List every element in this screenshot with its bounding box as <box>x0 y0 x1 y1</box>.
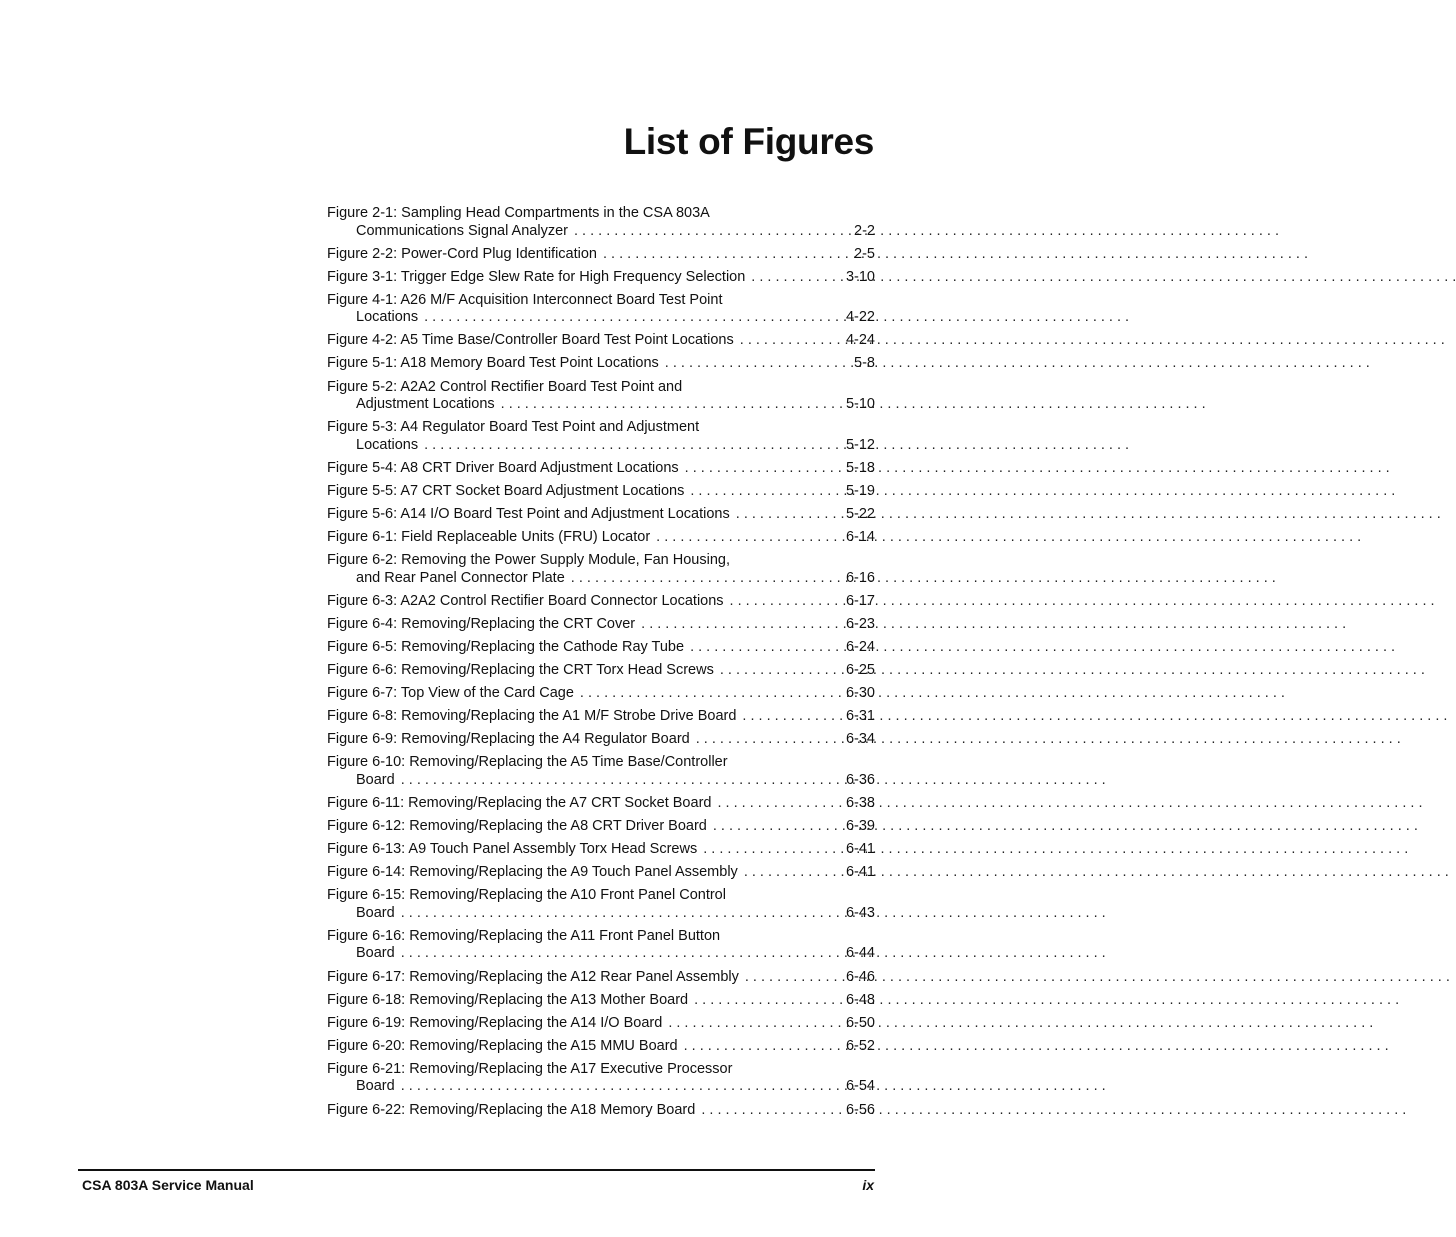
dot-leader <box>597 246 811 264</box>
figure-page-number: 6-46 <box>845 968 875 985</box>
dot-leader <box>568 223 811 241</box>
dot-leader <box>662 1015 811 1033</box>
figure-entry[interactable] <box>327 731 875 749</box>
figure-page-number: 6-24 <box>845 638 875 655</box>
figure-entry-title: Figure 2-2: Power-Cord Plug Identification <box>327 245 597 262</box>
figure-entry-title-line2: Locations <box>356 309 419 326</box>
dot-leader <box>678 1038 811 1056</box>
figure-entry[interactable] <box>327 616 875 634</box>
figure-entry-title: Figure 6-9: Removing/Replacing the A4 Regulator Board <box>327 731 690 748</box>
figure-entry[interactable] <box>327 246 875 264</box>
figure-page-number: 6-56 <box>845 1101 875 1118</box>
figure-page-number: 5-18 <box>845 459 875 476</box>
figure-entry[interactable] <box>327 483 875 501</box>
dot-leader <box>659 355 811 373</box>
figure-entry-title-line2: Board <box>356 771 395 788</box>
figure-entry[interactable] <box>327 332 875 350</box>
figure-page-number: 6-16 <box>845 569 875 586</box>
figure-entry-title-line1: Figure 5-3: A4 Regulator Board Test Point and Adjustment <box>327 419 700 436</box>
figure-entry-title: Figure 4-2: A5 Time Base/Controller Board Test Point Locations <box>327 332 734 349</box>
figure-entry[interactable] <box>327 552 875 587</box>
figure-entry-title-line1: Figure 5-2: A2A2 Control Rectifier Board Test Point and <box>327 378 683 395</box>
figure-entry-title-line2: Board <box>356 945 395 962</box>
footer-divider <box>78 1169 875 1171</box>
figure-entry-title-line2: and Rear Panel Connector Plate <box>356 569 565 586</box>
figure-page-number: 5-19 <box>845 482 875 499</box>
figures-list <box>327 205 875 1125</box>
figure-page-number: 6-48 <box>845 991 875 1008</box>
figure-entry[interactable] <box>327 662 875 680</box>
dot-leader <box>679 460 811 478</box>
figure-page-number: 6-44 <box>845 945 875 962</box>
figure-page-number: 6-43 <box>845 904 875 921</box>
figure-entry-title-line1: Figure 6-2: Removing the Power Supply Module, Fan Housing, <box>327 552 730 569</box>
figure-entry[interactable] <box>327 795 875 813</box>
figure-page-number: 6-30 <box>845 685 875 702</box>
dot-leader <box>711 795 811 813</box>
figure-page-number: 5-22 <box>845 505 875 522</box>
figure-page-number: 6-17 <box>845 592 875 609</box>
figure-entry[interactable] <box>327 1102 875 1120</box>
dot-leader <box>690 731 811 749</box>
figure-entry-title-line2: Locations <box>356 436 419 453</box>
dot-leader <box>684 639 811 657</box>
figure-entry-title: Figure 6-12: Removing/Replacing the A8 CRT Driver Board <box>327 818 707 835</box>
figure-page-number: 2-5 <box>854 245 875 262</box>
figure-page-number: 6-23 <box>845 615 875 632</box>
figure-entry-title: Figure 6-20: Removing/Replacing the A15 MMU Board <box>327 1037 678 1054</box>
figure-entry[interactable] <box>327 639 875 657</box>
figure-entry-title: Figure 6-8: Removing/Replacing the A1 M/F Strobe Drive Board <box>327 708 737 725</box>
figure-entry[interactable] <box>327 1015 875 1033</box>
dot-leader <box>736 708 811 726</box>
figure-entry-title: Figure 5-1: A18 Memory Board Test Point Locations <box>327 355 659 372</box>
figure-entry[interactable] <box>327 841 875 859</box>
figure-page-number: 6-54 <box>845 1078 875 1095</box>
figure-entry[interactable] <box>327 708 875 726</box>
figure-page-number: 6-50 <box>845 1014 875 1031</box>
figure-entry-title-line1: Figure 6-21: Removing/Replacing the A17 Executive Processor <box>327 1060 733 1077</box>
dot-leader <box>739 969 811 987</box>
dot-leader <box>738 864 811 882</box>
figure-page-number: 2-2 <box>854 222 875 239</box>
dot-leader <box>730 506 811 524</box>
figure-entry[interactable] <box>327 419 875 454</box>
dot-leader <box>574 685 811 703</box>
figure-entry-title: Figure 6-4: Removing/Replacing the CRT Cover <box>327 615 636 632</box>
dot-leader <box>395 772 811 790</box>
dot-leader <box>418 309 811 327</box>
figure-entry-title: Figure 6-19: Removing/Replacing the A14 I/O Board <box>327 1014 663 1031</box>
figure-entry[interactable] <box>327 506 875 524</box>
figure-entry[interactable] <box>327 685 875 703</box>
dot-leader <box>395 905 811 923</box>
figure-entry-title: Figure 6-22: Removing/Replacing the A18 Memory Board <box>327 1101 696 1118</box>
dot-leader <box>395 1078 811 1096</box>
figure-entry-title: Figure 5-4: A8 CRT Driver Board Adjustment Locations <box>327 459 679 476</box>
figure-page-number: 6-52 <box>845 1037 875 1054</box>
dot-leader <box>724 593 811 611</box>
figure-entry-title: Figure 3-1: Trigger Edge Slew Rate for High Frequency Selection <box>327 268 746 285</box>
figure-entry[interactable] <box>327 754 875 789</box>
figure-entry[interactable] <box>327 887 875 922</box>
figure-entry[interactable] <box>327 1038 875 1056</box>
figure-entry[interactable] <box>327 864 875 882</box>
figure-entry-title: Figure 6-14: Removing/Replacing the A9 Touch Panel Assembly <box>327 864 738 881</box>
dot-leader <box>745 269 811 287</box>
figure-page-number: 5-10 <box>845 396 875 413</box>
dot-leader <box>714 662 811 680</box>
figure-page-number: 6-14 <box>845 529 875 546</box>
figure-entry[interactable] <box>327 928 875 963</box>
figure-page-number: 4-24 <box>845 332 875 349</box>
figure-page-number: 6-36 <box>845 771 875 788</box>
figure-page-number: 3-10 <box>845 268 875 285</box>
figure-page-number: 5-8 <box>854 355 875 372</box>
dot-leader <box>734 332 811 350</box>
figure-entry-title-line2: Communications Signal Analyzer <box>356 222 568 239</box>
figure-entry-title: Figure 6-7: Top View of the Card Cage <box>327 685 574 702</box>
dot-leader <box>697 841 811 859</box>
figure-entry-title: Figure 5-6: A14 I/O Board Test Point and Adjustment Locations <box>327 505 730 522</box>
figure-entry-title-line2: Board <box>356 1078 395 1095</box>
figure-entry[interactable] <box>327 355 875 373</box>
figure-entry-title-line1: Figure 2-1: Sampling Head Compartments in the CSA 803A <box>327 205 710 221</box>
figure-entry[interactable] <box>327 992 875 1010</box>
figure-entry[interactable] <box>327 593 875 611</box>
page-title: List of Figures <box>623 120 874 162</box>
figure-entry-title: Figure 6-17: Removing/Replacing the A12 Rear Panel Assembly <box>327 968 739 985</box>
figure-entry[interactable] <box>327 529 875 547</box>
dot-leader <box>395 945 811 963</box>
dot-leader <box>565 570 811 588</box>
footer-manual-title: CSA 803A Service Manual <box>82 1177 254 1193</box>
dot-leader <box>495 396 811 414</box>
figure-entry[interactable] <box>327 818 875 836</box>
dot-leader <box>684 483 811 501</box>
figure-page-number: 6-41 <box>845 864 875 881</box>
figure-page-number: 5-12 <box>845 436 875 453</box>
dot-leader <box>707 818 811 836</box>
figure-entry-title: Figure 5-5: A7 CRT Socket Board Adjustment Locations <box>327 482 685 499</box>
figure-entry[interactable] <box>327 460 875 478</box>
dot-leader <box>635 616 811 634</box>
figure-entry-title: Figure 6-13: A9 Touch Panel Assembly Torx Head Screws <box>327 841 698 858</box>
figure-entry[interactable] <box>327 1061 875 1096</box>
figure-page-number: 6-31 <box>845 708 875 725</box>
dot-leader <box>650 529 811 547</box>
figure-page-number: 6-39 <box>845 818 875 835</box>
figure-entry-title-line1: Figure 6-10: Removing/Replacing the A5 Time Base/Controller <box>327 754 728 771</box>
figure-entry[interactable] <box>327 969 875 987</box>
figure-entry-title-line2: Board <box>356 904 395 921</box>
dot-leader <box>695 1102 811 1120</box>
figure-entry-title: Figure 6-11: Removing/Replacing the A7 CRT Socket Board <box>327 794 712 811</box>
figure-page-number: 6-25 <box>845 662 875 678</box>
figure-page-number: 6-41 <box>845 841 875 858</box>
figure-entry[interactable] <box>327 269 875 287</box>
figure-entry[interactable] <box>327 292 875 327</box>
dot-leader <box>418 437 811 455</box>
figure-entry-title: Figure 6-5: Removing/Replacing the Cathode Ray Tube <box>327 638 685 655</box>
figure-entry[interactable] <box>327 379 875 414</box>
figure-entry-title-line1: Figure 4-1: A26 M/F Acquisition Interconnect Board Test Point <box>327 291 723 308</box>
figure-page-number: 6-34 <box>845 731 875 748</box>
figure-entry-title: Figure 6-3: A2A2 Control Rectifier Board Connector Locations <box>327 592 724 609</box>
footer-page-number: ix <box>862 1177 874 1193</box>
figure-entry-title-line2: Adjustment Locations <box>356 396 495 413</box>
figure-entry-title: Figure 6-6: Removing/Replacing the CRT Torx Head Screws <box>327 662 714 678</box>
figure-entry-title-line1: Figure 6-15: Removing/Replacing the A10 Front Panel Control <box>327 887 726 904</box>
figure-entry-title: Figure 6-18: Removing/Replacing the A13 Mother Board <box>327 991 689 1008</box>
figure-entry-title: Figure 6-1: Field Replaceable Units (FRU) Locator <box>327 529 651 546</box>
figure-page-number: 6-38 <box>845 794 875 811</box>
figure-entry-title-line1: Figure 6-16: Removing/Replacing the A11 Front Panel Button <box>327 927 721 944</box>
figure-entry[interactable] <box>327 205 875 240</box>
figure-page-number: 4-22 <box>845 309 875 326</box>
dot-leader <box>688 992 811 1010</box>
